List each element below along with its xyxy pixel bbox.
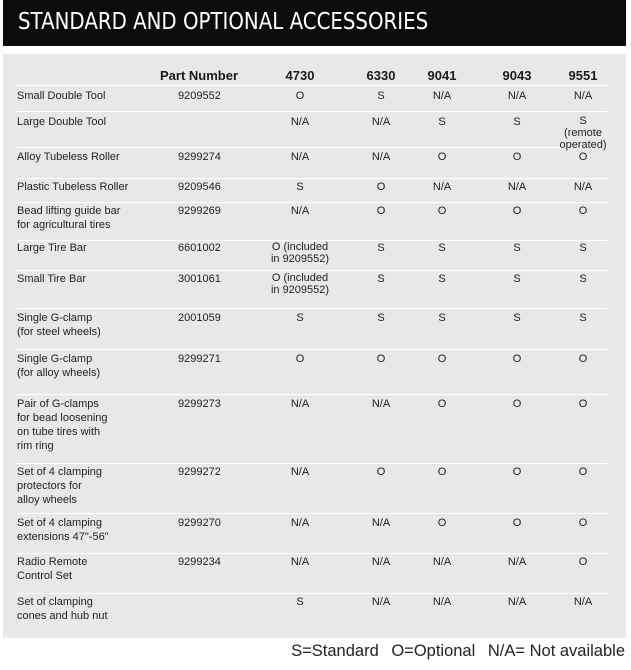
row-availability-4730: O bbox=[295, 90, 305, 102]
column-header-4730: 4730 bbox=[285, 68, 315, 83]
row-availability-4730: O (included in 9209552) bbox=[270, 272, 330, 296]
row-availability-9041: S bbox=[438, 273, 446, 285]
row-availability-9043: S bbox=[513, 312, 521, 324]
row-availability-9041: O bbox=[437, 398, 447, 410]
column-header-9551: 9551 bbox=[568, 68, 598, 83]
row-availability-9041: O bbox=[437, 517, 447, 529]
row-availability-6330: N/A bbox=[371, 556, 391, 568]
row-availability-9043: N/A bbox=[507, 596, 527, 608]
page-title: STANDARD AND OPTIONAL ACCESSORIES bbox=[18, 9, 429, 35]
row-availability-6330: S bbox=[377, 312, 385, 324]
row-availability-9551: O bbox=[578, 556, 588, 568]
row-divider bbox=[17, 202, 607, 203]
row-part-number: 6601002 bbox=[178, 242, 221, 254]
row-availability-9041: S bbox=[438, 312, 446, 324]
row-availability-9043: O bbox=[512, 151, 522, 163]
row-availability-9041: S bbox=[438, 242, 446, 254]
column-header-9043: 9043 bbox=[502, 68, 532, 83]
row-availability-9041: O bbox=[437, 205, 447, 217]
row-availability-6330: O bbox=[376, 466, 386, 478]
row-availability-9043: O bbox=[512, 517, 522, 529]
row-availability-9043: N/A bbox=[507, 181, 527, 193]
row-availability-9041: O bbox=[437, 151, 447, 163]
row-availability-4730: O bbox=[295, 353, 305, 365]
row-availability-6330: S bbox=[377, 90, 385, 102]
column-header-9041: 9041 bbox=[427, 68, 457, 83]
row-accessory-name: Large Tire Bar bbox=[17, 242, 87, 254]
row-availability-4730: N/A bbox=[290, 556, 310, 568]
row-divider bbox=[17, 553, 607, 554]
row-accessory-name: Small Tire Bar bbox=[17, 273, 87, 285]
row-availability-4730: N/A bbox=[290, 205, 310, 217]
row-availability-9041: N/A bbox=[432, 596, 452, 608]
row-availability-6330: N/A bbox=[371, 116, 391, 128]
row-availability-9551: N/A bbox=[573, 596, 593, 608]
row-availability-9551: S (remote operated) bbox=[559, 115, 607, 151]
row-part-number: 9209546 bbox=[178, 181, 221, 193]
row-availability-4730: N/A bbox=[290, 151, 310, 163]
row-accessory-name: Alloy Tubeless Roller bbox=[17, 151, 120, 163]
row-availability-9041: O bbox=[437, 353, 447, 365]
row-divider bbox=[17, 513, 607, 514]
legend-optional: O=Optional bbox=[391, 642, 476, 660]
title-bar bbox=[3, 0, 626, 46]
legend-not-available: N/A= Not available bbox=[487, 642, 625, 660]
row-divider bbox=[17, 111, 607, 112]
row-availability-6330: N/A bbox=[371, 517, 391, 529]
row-availability-9551: S bbox=[579, 273, 587, 285]
row-availability-6330: N/A bbox=[371, 151, 391, 163]
row-availability-4730: S bbox=[296, 181, 304, 193]
row-part-number: 9299273 bbox=[178, 398, 221, 410]
row-divider bbox=[17, 147, 607, 148]
row-availability-9551: N/A bbox=[573, 181, 593, 193]
row-divider bbox=[17, 178, 607, 179]
row-availability-9041: N/A bbox=[432, 90, 452, 102]
row-availability-9041: O bbox=[437, 466, 447, 478]
row-availability-9551: S bbox=[579, 312, 587, 324]
row-availability-9551: O bbox=[578, 205, 588, 217]
row-availability-4730: N/A bbox=[290, 517, 310, 529]
row-availability-9551: O bbox=[578, 398, 588, 410]
row-divider bbox=[17, 593, 607, 594]
row-availability-9041: N/A bbox=[432, 181, 452, 193]
row-availability-6330: S bbox=[377, 242, 385, 254]
row-availability-9043: O bbox=[512, 466, 522, 478]
row-part-number: 2001059 bbox=[178, 312, 221, 324]
row-divider bbox=[17, 349, 607, 350]
row-accessory-name: Set of 4 clamping extensions 47"-56" bbox=[17, 517, 109, 543]
row-divider bbox=[17, 308, 607, 309]
row-availability-9043: O bbox=[512, 205, 522, 217]
row-availability-6330: O bbox=[376, 205, 386, 217]
row-divider bbox=[17, 394, 607, 395]
row-accessory-name: Bead lifting guide bar for agricultural tires bbox=[17, 205, 121, 231]
row-availability-9041: N/A bbox=[432, 556, 452, 568]
row-availability-4730: S bbox=[296, 596, 304, 608]
row-availability-9043: S bbox=[513, 116, 521, 128]
row-accessory-name: Small Double Tool bbox=[17, 90, 106, 102]
row-availability-6330: N/A bbox=[371, 596, 391, 608]
row-part-number: 9209552 bbox=[178, 90, 221, 102]
row-accessory-name: Single G-clamp (for steel wheels) bbox=[17, 312, 101, 338]
row-availability-9551: S bbox=[579, 242, 587, 254]
legend-standard: S=Standard bbox=[291, 642, 379, 660]
row-accessory-name: Radio Remote Control Set bbox=[17, 556, 88, 582]
row-availability-6330: O bbox=[376, 353, 386, 365]
row-availability-9043: N/A bbox=[507, 90, 527, 102]
row-accessory-name: Set of clamping cones and hub nut bbox=[17, 596, 108, 622]
row-part-number: 9299271 bbox=[178, 353, 221, 365]
row-availability-9041: S bbox=[438, 116, 446, 128]
row-part-number: 9299274 bbox=[178, 151, 221, 163]
row-part-number: 3001061 bbox=[178, 273, 221, 285]
row-availability-9551: O bbox=[578, 466, 588, 478]
row-availability-9043: O bbox=[512, 353, 522, 365]
row-part-number: 9299272 bbox=[178, 466, 221, 478]
row-part-number: 9299270 bbox=[178, 517, 221, 529]
row-accessory-name: Set of 4 clamping protectors for alloy wheels bbox=[17, 466, 102, 506]
row-divider bbox=[17, 463, 607, 464]
legend bbox=[283, 642, 625, 661]
row-accessory-name: Plastic Tubeless Roller bbox=[17, 181, 129, 193]
row-availability-4730: N/A bbox=[290, 466, 310, 478]
row-availability-6330: N/A bbox=[371, 398, 391, 410]
row-availability-6330: S bbox=[377, 273, 385, 285]
row-part-number: 9299269 bbox=[178, 205, 221, 217]
row-availability-9551: O bbox=[578, 517, 588, 529]
row-accessory-name: Large Double Tool bbox=[17, 116, 107, 128]
row-availability-4730: N/A bbox=[290, 398, 310, 410]
row-availability-9043: S bbox=[513, 242, 521, 254]
row-availability-6330: O bbox=[376, 181, 386, 193]
row-accessory-name: Single G-clamp (for alloy wheels) bbox=[17, 353, 101, 379]
row-divider bbox=[17, 270, 607, 271]
row-availability-4730: O (included in 9209552) bbox=[270, 241, 330, 265]
row-availability-9043: O bbox=[512, 398, 522, 410]
row-availability-4730: S bbox=[296, 312, 304, 324]
row-availability-9043: N/A bbox=[507, 556, 527, 568]
row-availability-4730: N/A bbox=[290, 116, 310, 128]
row-accessory-name: Pair of G-clamps for bead loosening on tube tires with rim ring bbox=[17, 398, 108, 452]
row-part-number: 9299234 bbox=[178, 556, 221, 568]
row-availability-9043: S bbox=[513, 273, 521, 285]
row-availability-9551: N/A bbox=[573, 90, 593, 102]
row-availability-9551: O bbox=[578, 151, 588, 163]
row-availability-9551: O bbox=[578, 353, 588, 365]
column-header-part-number: Part Number bbox=[160, 68, 239, 83]
header-rule bbox=[17, 85, 607, 86]
column-header-6330: 6330 bbox=[366, 68, 396, 83]
accessories-table bbox=[3, 54, 626, 638]
